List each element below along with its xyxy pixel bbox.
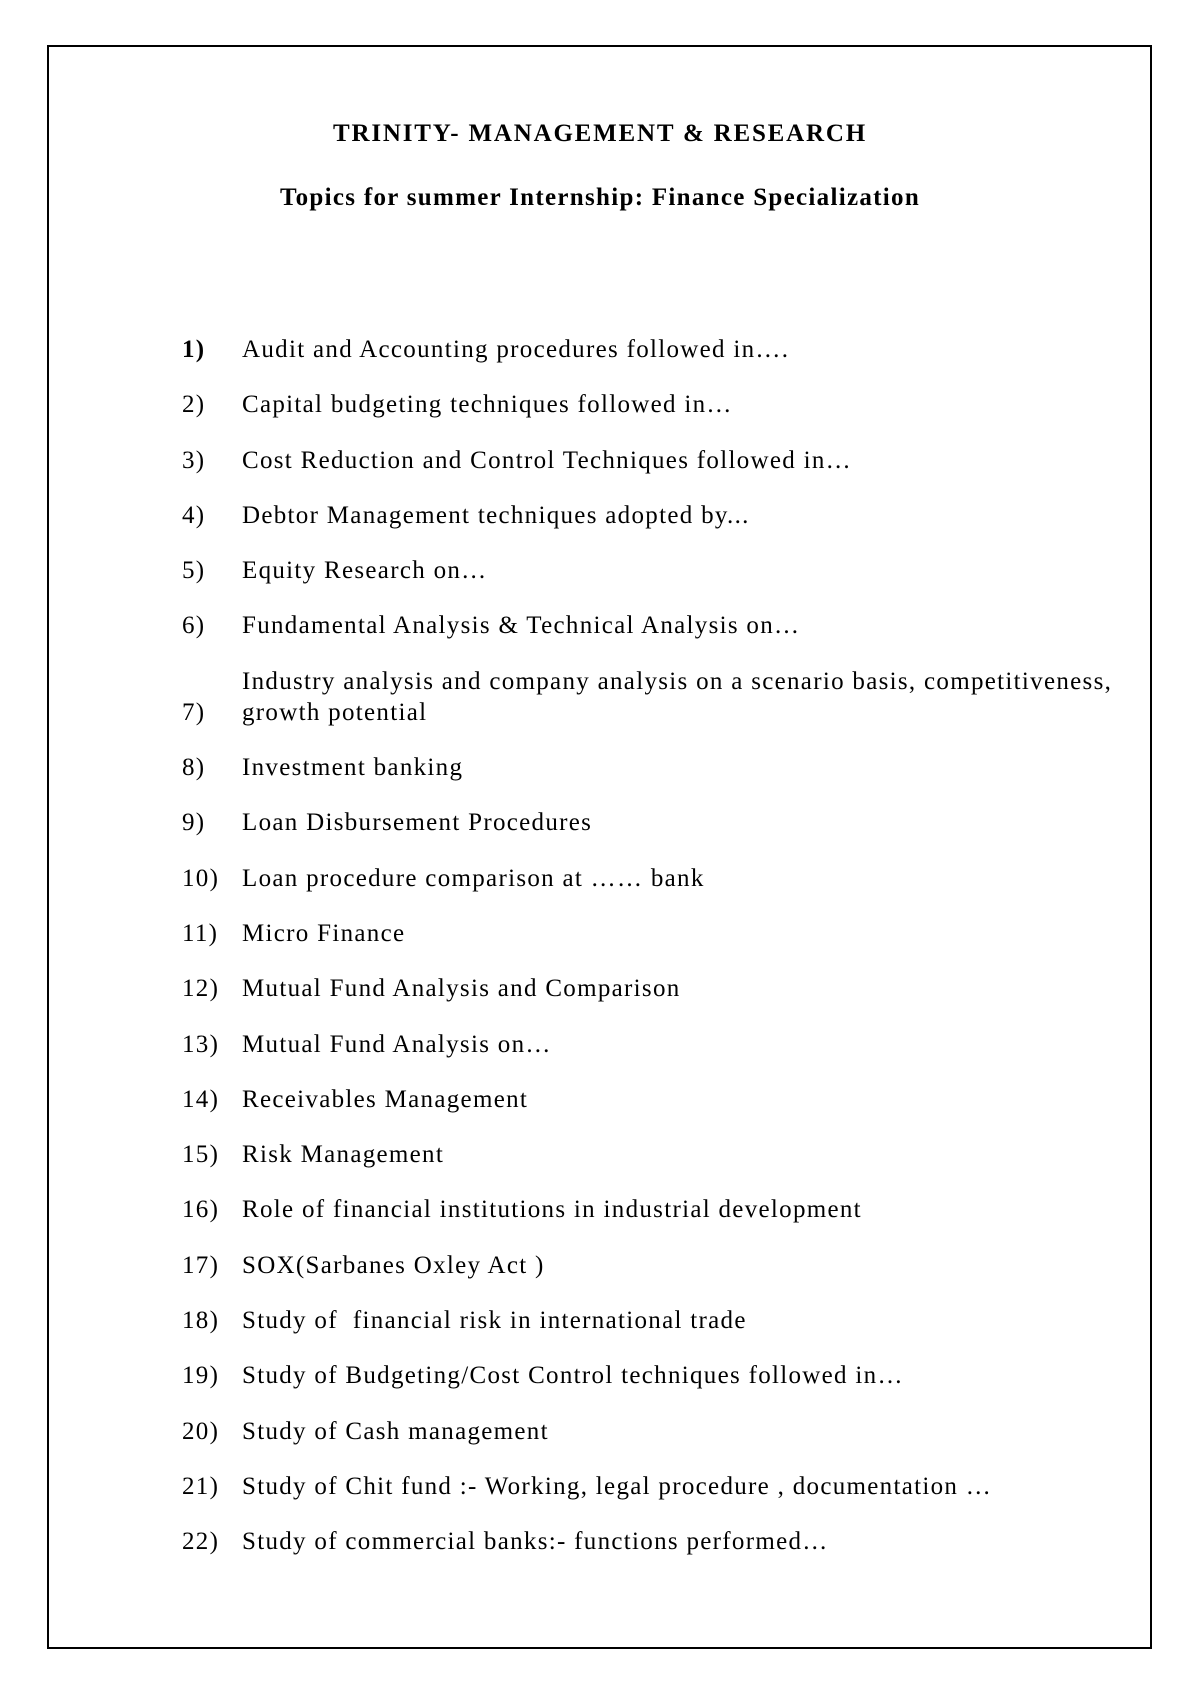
list-item-text: Study of financial risk in international trade xyxy=(242,1307,747,1335)
list-item xyxy=(182,1029,1142,1060)
list-item xyxy=(182,389,1142,420)
list-item xyxy=(182,863,1142,894)
list-item-number: 21) xyxy=(182,1472,220,1500)
list-item xyxy=(182,1526,1142,1557)
list-item xyxy=(182,1416,1142,1447)
list-item-text: Study of Chit fund :- Working, legal procedure , documentation … xyxy=(242,1472,993,1500)
list-item-text: Receivables Management xyxy=(242,1085,529,1113)
list-item-text: Loan Disbursement Procedures xyxy=(242,809,593,837)
list-item-number: 17) xyxy=(182,1251,220,1279)
list-item-text: Audit and Accounting procedures followed in…. xyxy=(242,336,790,363)
list-item-text: Cost Reduction and Control Techniques followed in… xyxy=(242,446,852,474)
list-item xyxy=(182,445,1142,476)
list-item-number: 6) xyxy=(182,612,206,640)
list-item xyxy=(182,555,1142,586)
list-item xyxy=(182,1305,1142,1336)
list-item-text: Mutual Fund Analysis on… xyxy=(242,1030,552,1058)
list-item-number: 18) xyxy=(182,1307,220,1335)
list-item-number: 16) xyxy=(182,1196,220,1224)
list-item xyxy=(182,1360,1142,1391)
list-item-text: Fundamental Analysis & Technical Analysis on… xyxy=(242,612,801,640)
list-item xyxy=(182,1139,1142,1170)
list-item-number: 3) xyxy=(182,446,206,474)
list-item-text: Study of commercial banks:- functions performed… xyxy=(242,1528,829,1556)
list-item-text: SOX(Sarbanes Oxley Act ) xyxy=(242,1251,545,1279)
list-item-number: 14) xyxy=(182,1085,220,1113)
topic-list xyxy=(182,334,1142,1582)
list-item xyxy=(182,1084,1142,1115)
list-item xyxy=(182,666,1142,728)
list-item-text: Loan procedure comparison at …… bank xyxy=(242,864,705,892)
list-item-text: Capital budgeting techniques followed in… xyxy=(242,391,733,419)
list-item-number: 7) xyxy=(182,698,206,726)
list-item-number: 22) xyxy=(182,1528,220,1556)
list-item-text: Industry analysis and company analysis on a scenario basis, competitiveness, growth potential xyxy=(242,667,1120,726)
list-item-text: Risk Management xyxy=(242,1141,445,1169)
list-item-number: 12) xyxy=(182,975,220,1003)
list-item-text: Study of Cash management xyxy=(242,1417,549,1445)
list-item-number: 4) xyxy=(182,501,206,529)
list-item-text: Role of financial institutions in industrial development xyxy=(242,1196,862,1224)
document-subtitle: Topics for summer Internship: Finance Specialization xyxy=(279,184,921,211)
list-item-number: 11) xyxy=(182,919,219,947)
list-item-text: Investment banking xyxy=(242,754,464,782)
list-item-number: 10) xyxy=(182,864,220,892)
list-item xyxy=(182,334,1142,365)
list-item-number: 8) xyxy=(182,754,206,782)
list-item-number: 20) xyxy=(182,1417,220,1445)
list-item-text: Debtor Management techniques adopted by... xyxy=(242,501,750,529)
list-item xyxy=(182,1471,1142,1502)
list-item xyxy=(182,610,1142,641)
list-item-number: 15) xyxy=(182,1141,220,1169)
list-item-number: 19) xyxy=(182,1362,220,1390)
list-item-text: Micro Finance xyxy=(242,919,406,947)
list-item xyxy=(182,918,1142,949)
list-item-number: 5) xyxy=(182,557,206,585)
list-item xyxy=(182,1194,1142,1225)
list-item-number: 1) xyxy=(182,336,206,363)
list-item-number: 13) xyxy=(182,1030,220,1058)
list-item xyxy=(182,752,1142,783)
list-item xyxy=(182,807,1142,838)
list-item-number: 9) xyxy=(182,809,206,837)
list-item xyxy=(182,1250,1142,1281)
document-title: TRINITY- MANAGEMENT & RESEARCH xyxy=(333,120,867,147)
list-item-text: Equity Research on… xyxy=(242,557,488,585)
list-item-text: Study of Budgeting/Cost Control techniques followed in… xyxy=(242,1362,904,1390)
list-item xyxy=(182,500,1142,531)
list-item-text: Mutual Fund Analysis and Comparison xyxy=(242,975,681,1003)
list-item-number: 2) xyxy=(182,391,206,419)
list-item xyxy=(182,973,1142,1004)
